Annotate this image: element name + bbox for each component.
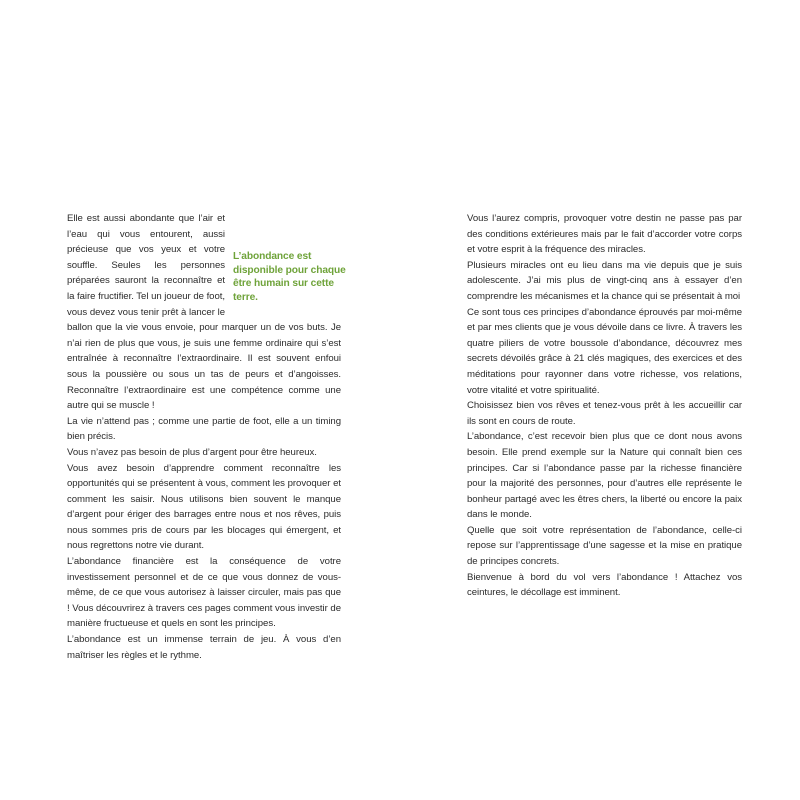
right-paragraph-7: Bienvenue à bord du vol vers l’abondance ! Attachez vos ceintures, le décollage est imminent. [467,571,742,599]
right-text-column [467,211,742,601]
left-paragraph-2: La vie n’attend pas ; comme une partie de foot, elle a un timing bien précis. [67,415,341,443]
right-page [400,0,800,800]
pull-quote: L’abondance est disponible pour chaque être humain sur cette terre. [233,251,346,303]
right-paragraph-3: Ce sont tous ces principes d’abondance éprouvés par moi-même et par mes clients que je vous dévoile dans ce livre. À travers les quatre piliers de votre boussole d’abondance, découvrez mes secrets dévoilés grâce à 21 clés magiques, des exercices et des méditations pour rayonner dans votre richesse, vos relations, votre vitalité et votre spiritualité. [467,306,742,396]
right-paragraph-4: Choisissez bien vos rêves et tenez-vous prêt à les accueillir car ils sont en cours de route. [467,400,742,427]
right-paragraph-5: L’abondance, c’est recevoir bien plus que ce dont nous avons besoin. Elle prend exemple sur la Nature qui connaît bien ces principes. Car si l’abondance passe par la richesse financière pour la majorité des personnes, pour d’autres elle représente le bonheur partagé avec les êtres chers, la liberté ou encore la paix dans le monde. [467,431,742,521]
right-paragraph-1: Vous l’aurez compris, provoquer votre destin ne passe pas par des conditions extérieures mais par le fait d’accorder votre corps et votre esprit à la fréquence des miracles. [467,213,742,256]
left-paragraph-5: L’abondance financière est la conséquence de votre investissement personnel et de ce que vous donnez de vous-même, de ce que vous autorisez à laisser circuler, mais pas que ! Vous découvrirez à travers ces pages comment vous investir de manière fructueuse et quels en sont les principes. [67,556,341,630]
left-paragraph-4: Vous avez besoin d’apprendre comment reconnaître les opportunités qui se présentent à vous, comment les provoquer et comment les saisir. Nous utilisons bien souvent le manque d’argent pour ériger des barrages entre nous et nos rêves, puis nous sommes pris de cours par les blocages qui émergent, et nous regrettons notre vie durant. [67,462,341,552]
right-paragraph-6: Quelle que soit votre représentation de l’abondance, celle-ci repose sur l’apprentissage d’une sagesse et la mise en pratique de principes concrets. [467,524,742,568]
left-paragraph-1-text: Elle est aussi abondante que l’air et l’eau qui vous entourent, aussi précieuse que vos yeux et votre souffle. Seules les personnes préparées sauront la reconnaître et la faire fructifier. Tel un joueur de foot, vous devez vous tenir prêt à lancer le ballon que la vie vous envoie, pour marquer un de vos buts. Je n’ai rien de plus que vous, je suis une femme ordinaire qui s’est entraînée à reconnaître l’extraordinaire. Il est souvent enfoui sous la poussière ou sous un tas de peurs et d’angoisses. Reconnaître l’extraordinaire est une compétence comme une autre qui se muscle ! [67,213,341,412]
left-paragraph-3: Vous n’avez pas besoin de plus d’argent pour être heureux. [67,446,317,458]
left-text-column [67,211,346,663]
left-paragraph-1 [67,211,346,414]
left-paragraph-6: L’abondance est un immense terrain de jeu. À vous d’en maîtriser les règles et le rythme. [67,634,341,661]
right-paragraph-2: Plusieurs miracles ont eu lieu dans ma vie depuis que je suis adolescente. J’ai mis plus de vingt-cinq ans à essayer d’en comprendre les mécanismes et la chance qui se présentait à moi [467,259,742,302]
